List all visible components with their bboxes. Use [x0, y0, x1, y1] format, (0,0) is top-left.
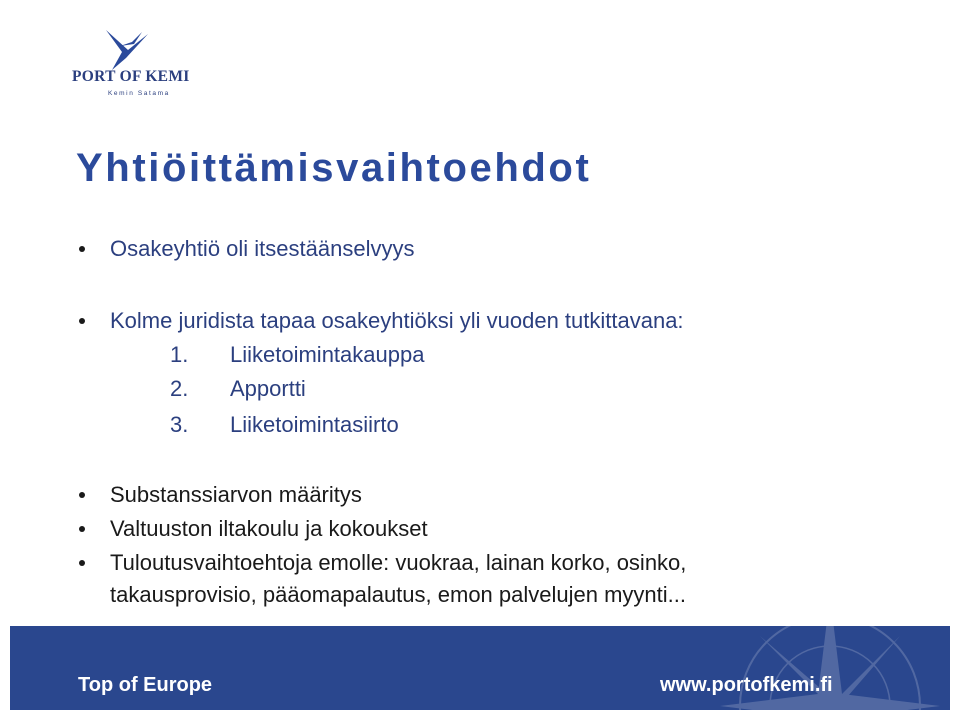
bullet-dot	[79, 560, 85, 566]
bullet-dot	[79, 318, 85, 324]
item-number: 2.	[170, 376, 189, 401]
logo-name: PORT OF KEMI	[72, 68, 190, 85]
slide-title: Yhtiöittämisvaihtoehdot	[76, 146, 592, 190]
compass-rose-icon	[710, 626, 950, 710]
item-text: Liiketoimintakauppa	[230, 342, 425, 367]
footer-banner	[10, 626, 950, 710]
item-text: Liiketoimintasiirto	[230, 412, 399, 437]
port-of-kemi-logo	[68, 28, 188, 104]
bullet-text: Valtuuston iltakoulu ja kokoukset	[110, 516, 428, 541]
star-bird-icon	[102, 28, 150, 72]
bullet-dot	[79, 492, 85, 498]
bullet-text: Tuloutusvaihtoehtoja emolle: vuokraa, lainan korko, osinko,	[110, 550, 687, 575]
footer-website-link[interactable]: www.portofkemi.fi	[660, 674, 833, 696]
bullet-text: takausprovisio, pääomapalautus, emon palvelujen myynti...	[110, 582, 686, 607]
bullet-text: Osakeyhtiö oli itsestäänselvyys	[110, 236, 415, 261]
item-number: 1.	[170, 342, 189, 367]
logo-subtitle: Kemin Satama	[108, 90, 170, 97]
item-number: 3.	[170, 412, 189, 437]
bullet-dot	[79, 526, 85, 532]
footer-slogan: Top of Europe	[78, 674, 213, 696]
item-text: Apportti	[230, 376, 306, 401]
bullet-text: Kolme juridista tapaa osakeyhtiöksi yli vuoden tutkittavana:	[110, 308, 684, 333]
bullet-text: Substanssiarvon määritys	[110, 482, 362, 507]
bullet-dot	[79, 246, 85, 252]
